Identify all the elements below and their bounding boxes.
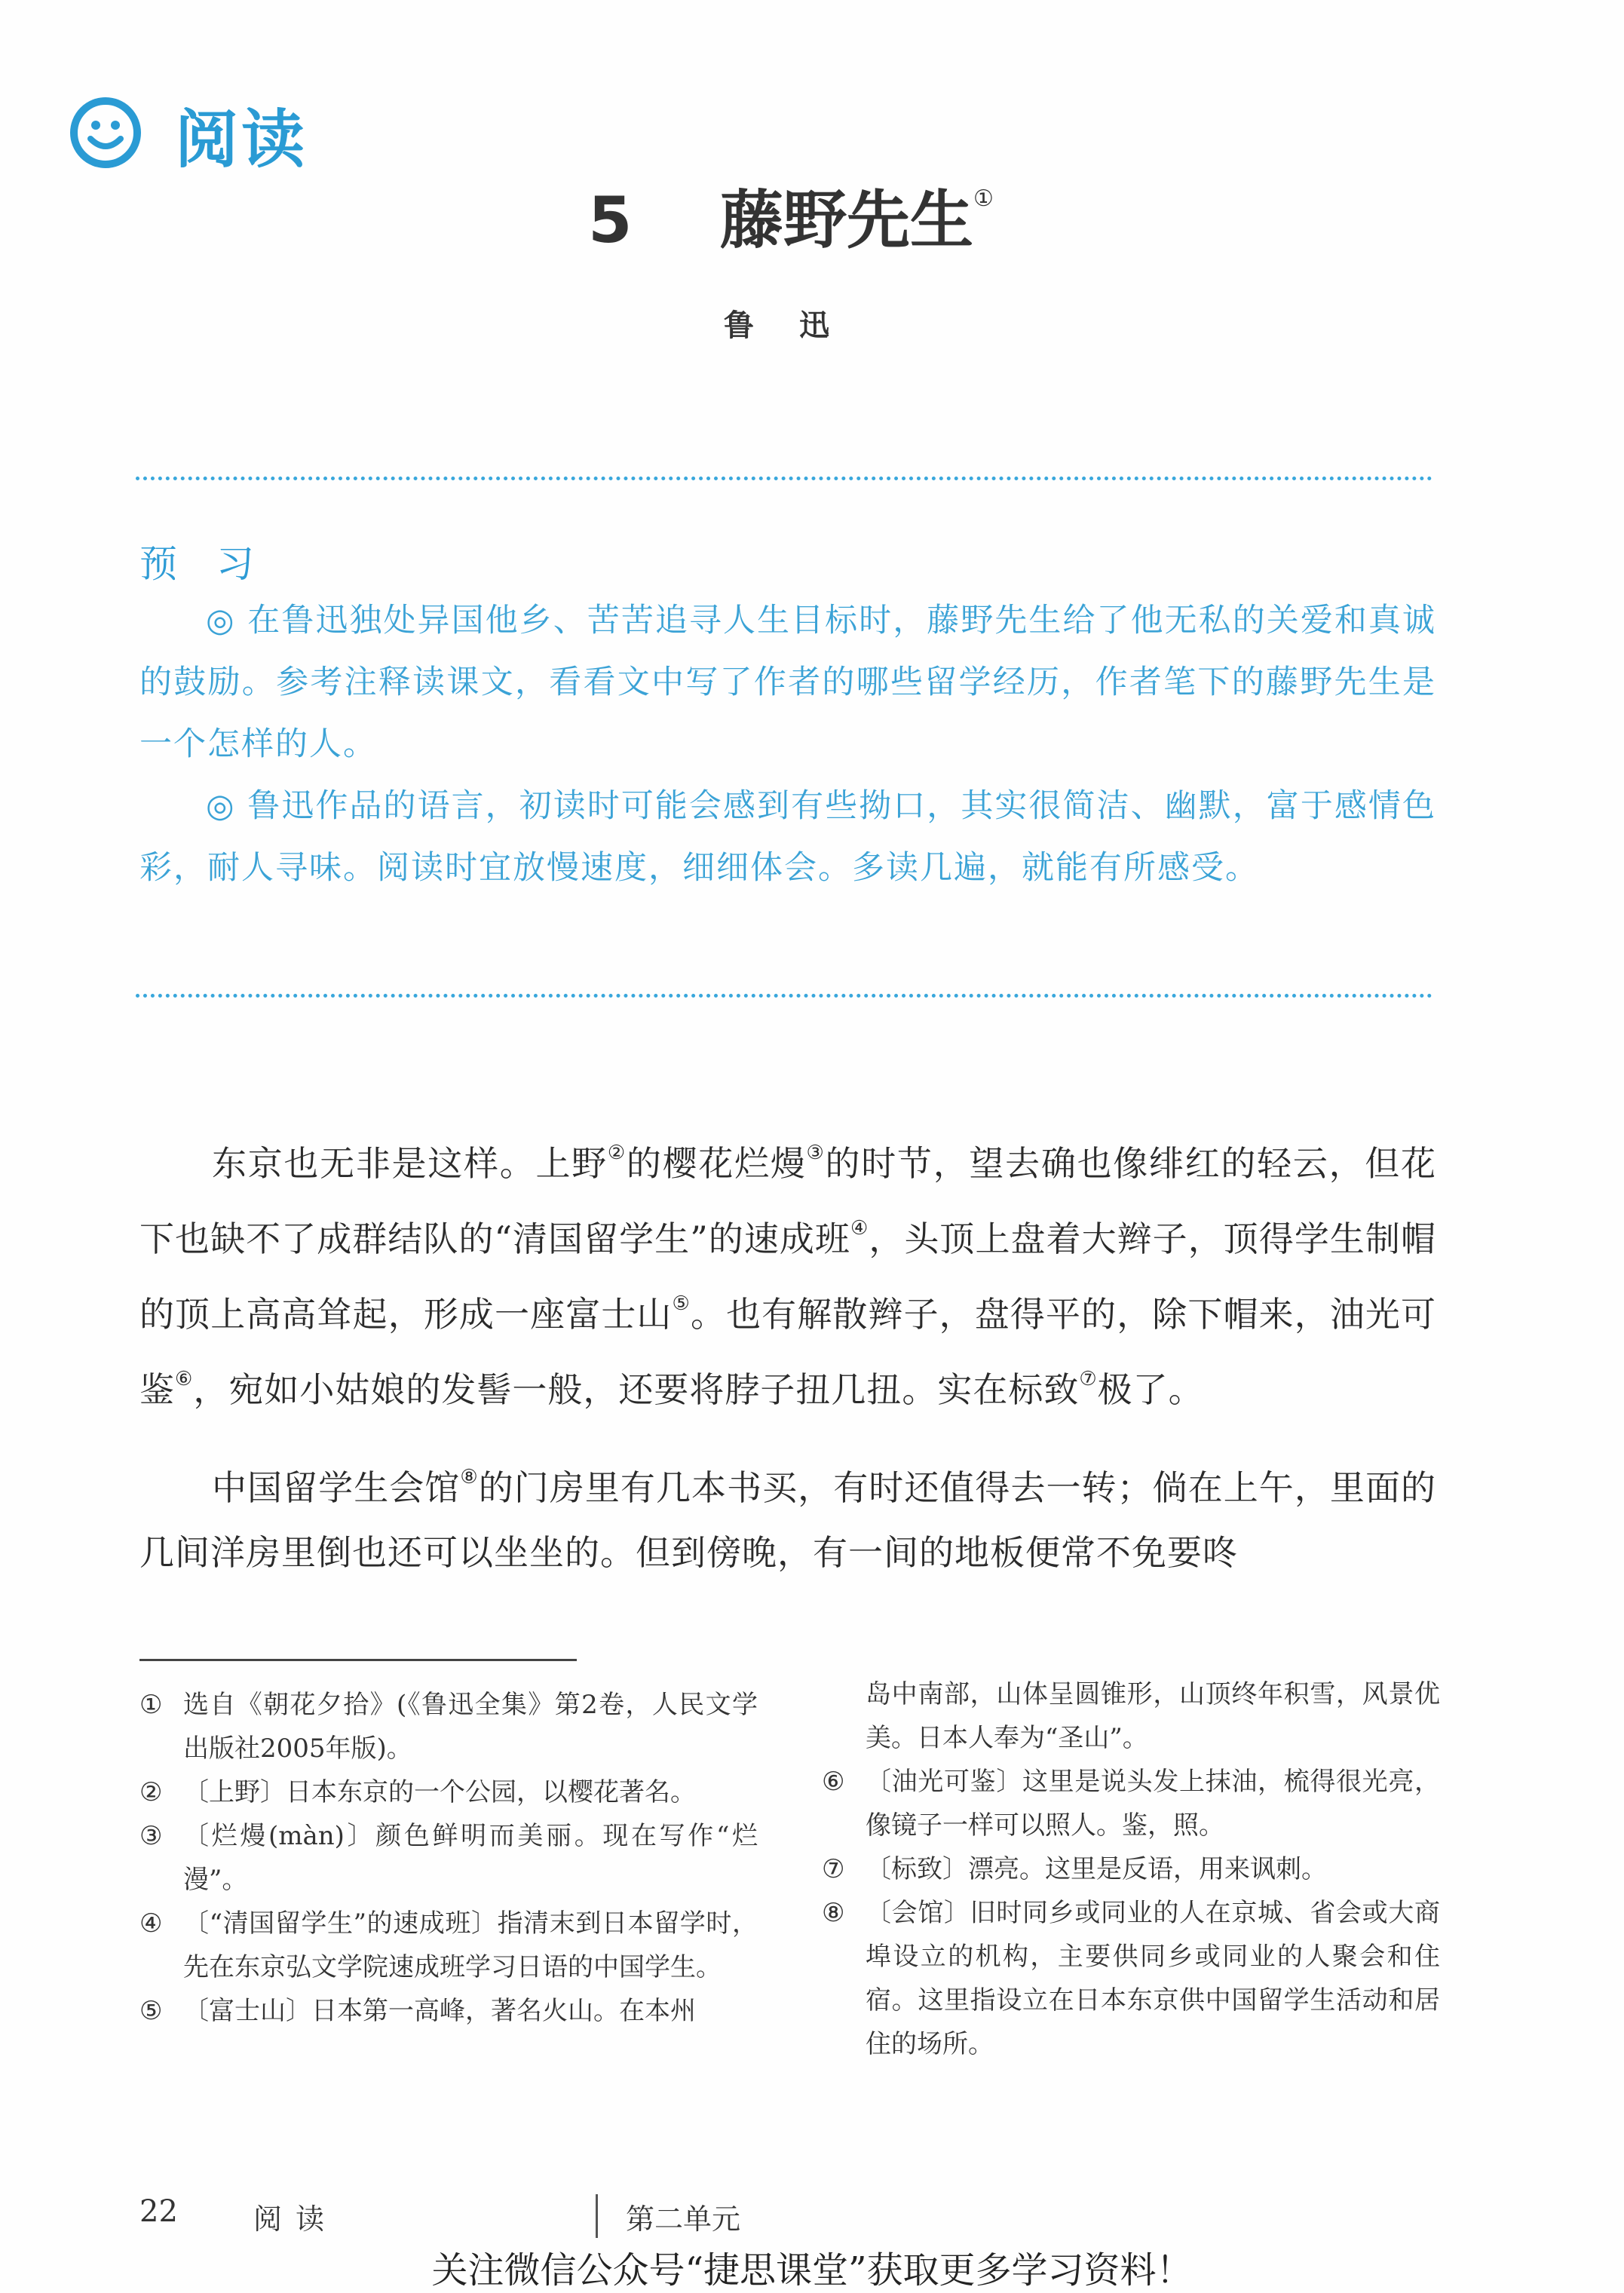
text-run: 东京也无非是这样。上野 — [212, 1143, 608, 1184]
footnotes-left-column — [139, 1683, 758, 2033]
footnote-item — [139, 1902, 758, 1989]
footnote-mark: ④ — [139, 1908, 163, 1939]
text-run: 的门房里有几本书买，有时还值得去一转；倘在上午，里面的几间洋房里倒也还可以坐坐的。但到傍晚，有一间的地板便常不免要咚 — [139, 1467, 1437, 1573]
body-paragraph — [139, 1120, 1436, 1422]
footnote-ref: ② — [607, 1142, 627, 1164]
preview-bottom-divider — [136, 994, 1432, 998]
footnote-mark: ⑧ — [822, 1898, 845, 1928]
page-section-label: 阅读 — [253, 2203, 339, 2236]
footnote-ref: ⑦ — [1079, 1368, 1098, 1390]
footnote-rule — [139, 1659, 577, 1661]
text-run: 的时节，望去确也像绯红的轻云，但花下也缺不了成群结队的“清国留学生”的速成班 — [139, 1143, 1437, 1259]
preview-paragraph: ◎ 鲁迅作品的语言，初读时可能会感到有些拗口，其实很简洁、幽默，富于感情色彩，耐人寻味。阅读时宜放慢速度，细细体会。多读几遍，就能有所感受。 — [139, 787, 1436, 887]
text-run: 极了。 — [1097, 1369, 1204, 1410]
footnotes-right-column — [822, 1672, 1440, 2066]
footnote-text: 〔富士山〕日本第一高峰，著名火山。在本州 — [183, 1996, 696, 2026]
footnote-ref: ③ — [806, 1142, 826, 1164]
footnote-ref: ⑤ — [672, 1292, 691, 1315]
footnote-item — [139, 1814, 758, 1902]
text-run: ，宛如小姑娘的发髻一般，还要将脖子扭几扭。实在标致 — [193, 1369, 1080, 1410]
page-number: 22 — [139, 2194, 178, 2229]
text-run: ，头顶上盘着大辫子，顶得学生制帽的顶上高高耸起，形成一座富士山 — [139, 1219, 1436, 1335]
lesson-title-text: 藤野先生 — [720, 183, 974, 257]
title-footnote-mark: ① — [973, 185, 994, 212]
footnote-text: 〔上野〕日本东京的一个公园，以樱花著名。 — [183, 1777, 696, 1807]
text-run: 。也有解散辫子，盘得平的，除下帽来，油光可鉴 — [139, 1294, 1437, 1410]
lesson-title — [588, 170, 994, 261]
footnote-ref: ④ — [850, 1217, 869, 1240]
page-unit-label: 第二单元 — [626, 2203, 741, 2236]
preview-paragraph: ◎ 在鲁迅独处异国他乡、苦苦追寻人生目标时，藤野先生给了他无私的关爱和真诚的鼓励。参考注释读课文，看看文中写了作者的哪些留学经历，作者笔下的藤野先生是一个怎样的人。 — [139, 602, 1436, 763]
watermark-notice: 关注微信公众号“捷思课堂”获取更多学习资料！ — [431, 2249, 1193, 2291]
smiley-face-icon — [69, 97, 142, 169]
footnote-item — [139, 1683, 758, 1770]
footnote-mark: ① — [139, 1690, 163, 1720]
preview-title: 预 习 — [139, 542, 268, 586]
section-label: 阅读 — [175, 103, 308, 176]
footnote-text: 〔标致〕漂亮。这里是反语，用来讽刺。 — [866, 1854, 1327, 1884]
footnote-item — [822, 1760, 1440, 1847]
footnote-ref: ⑥ — [175, 1368, 194, 1390]
preview-top-divider — [136, 477, 1432, 480]
footnote-item — [822, 1891, 1440, 2066]
footnote-mark: ③ — [139, 1821, 163, 1851]
footnote-mark: ⑥ — [822, 1767, 845, 1797]
footnote-text: 〔“清国留学生”的速成班〕指清末到日本留学时，先在东京弘文学院速成班学习日语的中国学生。 — [183, 1908, 758, 1982]
footnote-text: 〔烂熳(màn)〕颜色鲜明而美丽。现在写作“烂漫”。 — [183, 1821, 758, 1895]
footnote-continuation: 岛中南部，山体呈圆锥形，山顶终年积雪，风景优美。日本人奉为“圣山”。 — [866, 1679, 1440, 1753]
footnote-mark: ② — [139, 1777, 163, 1807]
footnote-mark: ⑤ — [139, 1996, 163, 2026]
footnote-item — [139, 1989, 758, 2033]
body-paragraph — [139, 1445, 1436, 1585]
footer-divider — [596, 2194, 598, 2238]
text-run: 的樱花烂熳 — [626, 1143, 807, 1184]
footnote-text: 〔会馆〕旧时同乡或同业的人在京城、省会或大商埠设立的机构，主要供同乡或同业的人聚会和住宿。这里指设立在日本东京供中国留学生活动和居住的场所。 — [866, 1898, 1440, 2059]
text-run: 中国留学生会馆 — [212, 1467, 461, 1508]
footnote-ref: ⑧ — [460, 1466, 479, 1488]
footnote-item — [139, 1770, 758, 1814]
author-name: 鲁迅 — [724, 308, 875, 343]
footnote-mark: ⑦ — [822, 1854, 845, 1884]
footnote-text: 〔油光可鉴〕这里是说头发上抹油，梳得很光亮，像镜子一样可以照人。鉴，照。 — [866, 1767, 1440, 1841]
footnote-item — [822, 1847, 1440, 1891]
footnote-text: 选自《朝花夕拾》(《鲁迅全集》第2卷，人民文学出版社2005年版)。 — [183, 1690, 758, 1764]
lesson-number: 5 — [588, 183, 633, 257]
